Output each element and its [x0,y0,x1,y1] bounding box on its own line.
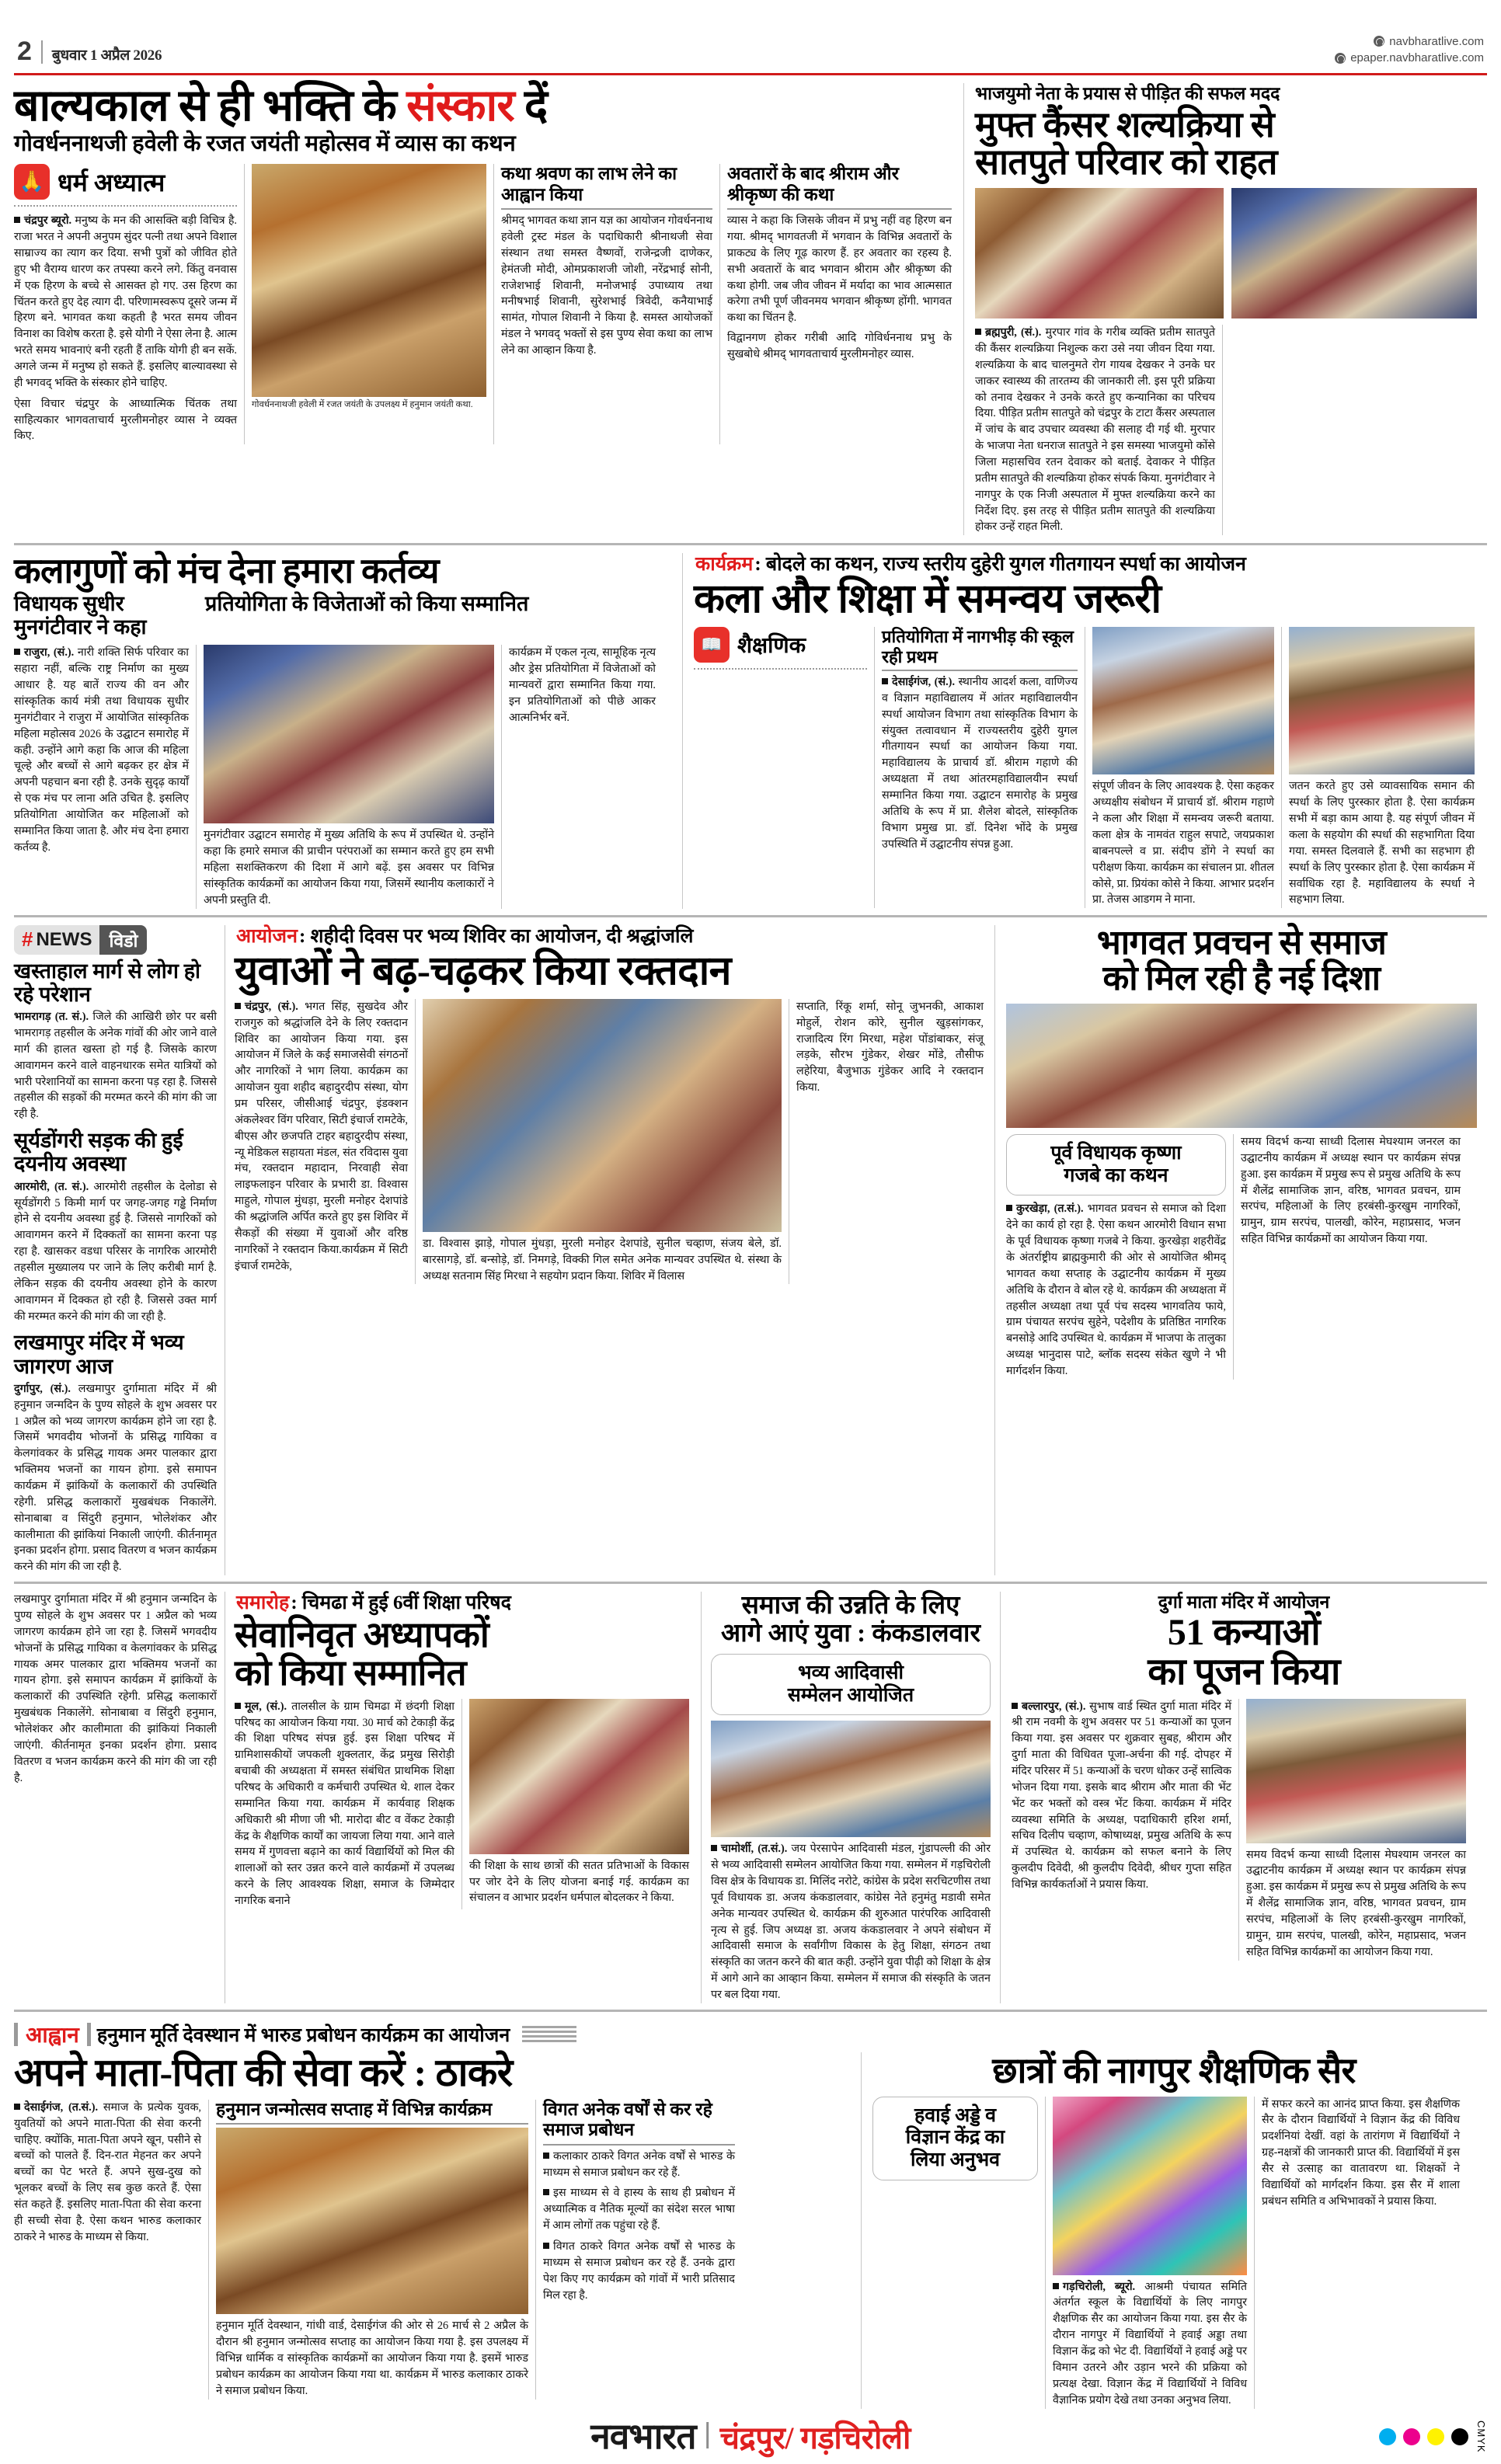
band5-col3-item-1: इस माध्यम से वे हास्य के साथ ही प्रबोधन में अध्यात्मिक व नैतिक मूल्यों का संदेश सरल भाषा में आम लोगों तक पहुंचा रहे हैं. [543,2187,735,2233]
square-bullet-icon [975,329,981,335]
masthead-rule [14,73,1487,75]
band4-center-story [702,1592,1000,2003]
band4-left-filler-text: लखमापुर दुर्गामाता मंदिर में श्री हनुमान जन्मदिन के पुण्य सोहले के शुभ अवसर पर 1 अप्रैल को भव्य जागरण कार्यक्रम होने जा रहा है. जिसमें भगवदीय भोजनों के प्रसिद्ध गायिका व केलगांवकर के प्रसिद्ध गायक अमर पालकार द्वारा भक्तिमय भजनों का गायन होगा. इसे समापन कार्यक्रम में झांकियों के कलाकारों की उपस्थिति रहेगी. प्रसिद्ध कलाकारों मुखबंधक निकालेंगे. सोनाबाबा व सिंदुरी हनुमान, भोलेशंकर और कालीमाता की झांकियां निकाली जाएंगी. कीर्तनामृत इनका प्रदर्शन होगा. प्रसाद वितरण व भजन कार्यक्रम करने की मांग की जा रही है. [14,1593,217,1784]
cmyk-registration-marks [1379,2420,1487,2453]
band3-center-col-3 [789,999,984,1285]
band3-center-photo-caption: डा. विश्वास झाड़े, गोपाल मुंधड़ा, मुरली मनोहर देशपांडे, सुनील चव्हाण, संजय बेले, डॉ. बारसागड़े, डॉ. बन्सोड़े, डॉ. निमगड़े, विक्की गिल समेत अनेक मान्यवर उपस्थित थे. संस्था के अध्यक्ष सतनाम सिंह मिरधा ने सहयोग प्रदान किया. शिविर में विलास [423,1237,782,1282]
band3-right-boxhead-1: पूर्व विधायक कृष्णा [1050,1142,1182,1164]
band5-tag-row [14,2020,1487,2049]
square-bullet-icon [14,649,20,655]
band4-right-headline-2: का पूजन किया [1148,1651,1340,1693]
dateline: चंद्रपुर, (सं.). [245,1000,298,1013]
band4-right-col-1 [1012,1699,1238,1961]
globe-icon [1374,36,1384,47]
hairline [882,670,1078,671]
band5-right-boxhead-2: विज्ञान केंद्र का [905,2127,1005,2149]
dateline: भामरागड़ (त. सं.). [14,1011,89,1024]
lead-col3-head: अवतारों के बाद श्रीराम और श्रीकृष्ण की कथा [727,164,900,204]
band4-left-col1-text: तालसील के ग्राम चिमढा में छंदगी शिक्षा परिषद का आयोजन किया गया. 30 मार्च को टेकाड़ी केंद्र की शिक्षा परिषद संपन्न हुई. इस शिक्षा परिषद में ग्रामिशासकीयों जपकली शुक्लतार, केंद्र प्रमुख सिरोड़ी बचाबी की अध्यक्षता में समस्त संबंधित प्राथमिक शिक्षा परिषद के अधिकारी व कर्मचारी उपस्थित थे. शाल देकर सम्मानित किया गया. कार्यक्रम में कार्यवाह शिक्षक अधिकारी श्री मीणा जी भी. मारोदा बीट व वेंकट टेकाड़ी केंद्र के शैक्षणिक कार्यों का जायजा लिया गया. आने वाले समय में गुणवत्ता बढ़ाने का कार्य विद्यार्थियों को मिल की शालाओं को स्तर उन्नत करने वाले कार्यक्रमों में उपलब्ध करने के लिए आवश्यक शिक्षा, समाज के जिम्मेदार नागरिक बनाने [235,1700,455,1907]
band4-right-columns [1012,1699,1476,1961]
band5-left-headline: अपने माता-पिता की सेवा करें : ठाकरे [14,2050,513,2094]
lead-columns [14,164,954,444]
band3-col1-text1: जिले की आखिरी छोर पर बसी भामरागड़ तहसील के अनेक गांवों की ओर जाने वाले मार्ग की हालत खस्ता हो गई है. जिसके कारण आवागमन करने वाले वाहनधारक समेत यात्रियों को भारी परेशानियों का सामना करना पड़ रहा है. जिससे तहसील की सड़कों की मरम्मत करने की मांग की जा रही है. [14,1011,217,1121]
tag-aahwan: आह्वान [24,2020,81,2049]
band1-right-story [964,83,1477,535]
band2-right-photo-1 [1092,627,1274,774]
right-col-2 [1223,325,1470,535]
tagline-text: : चिमढा में हुई 6वीं शिक्षा परिषद [291,1592,511,1614]
lead-col-2 [494,164,719,444]
band4-left-story [225,1592,701,2003]
lead-headline-part3: दें [514,82,548,131]
square-bullet-icon [543,2243,549,2249]
dateline: आरमोरी, (त. सं.). [14,1180,89,1193]
section-dot-rule [694,668,867,670]
tag-aayojan: आयोजन [236,925,298,947]
dateline: चंद्रपुर ब्यूरो. [24,214,72,228]
right-col-1 [975,325,1222,535]
right-photo-2 [1231,188,1477,318]
band3-bottom-rule [14,1582,1487,1584]
band3-tag-line [235,925,985,948]
band5-col-1 [14,2100,208,2400]
band2-photo-col [197,645,501,908]
lead-story [14,83,963,535]
band2-left-story [14,553,682,908]
band4-right-story [1001,1592,1476,2003]
band5-left-story [14,2052,861,2409]
band3-right-col2-text: समय विदर्भ कन्या साध्वी दिलास मेघश्याम जनरल का उद्घाटनीय कार्यक्रम में अध्यक्ष स्थान पर कार्यक्रम संपन्न हुआ. इस कार्यक्रम में प्रमुख रूप से प्रमुख अतिथि के रूप में शैलेंद्र सामाजिक ज्ञान, वरिष्ठ, भागवत प्रवचन, ग्राम सरपंच, महिलाओं के लिए हरबंसी-कुरखुम नागरिकों, ग्रामुन, ग्राम सरपंच, पालखी, कोरेन, महाप्रसाद, भजन सहित विभिन्न कार्यक्रमों का आयोजन किया गया. [1241,1135,1461,1246]
globe-icon [1335,53,1346,64]
band4-right-headline-1: 51 कन्याओं [1167,1611,1321,1653]
lines-icon [522,2026,576,2042]
cmyk-label: CMYK [1475,2420,1487,2453]
band4-left-col-1 [235,1699,461,1909]
tagline-text: : शहीदी दिवस पर भव्य शिविर का आयोजन, दी श्रद्धांजलि [298,925,694,947]
band2-left-headline: कलागुणों को मंच देना हमारा कर्तव्य [14,552,439,591]
lead-col1-text2: ऐसा विचार चंद्रपुर के आध्यात्मिक चिंतक तथा साहित्यकार भागवताचार्य मुरलीमनोहर व्यास ने व्यक्त किए. [14,397,237,443]
band3-news-column [14,925,225,1575]
band4-right-col2-text: समय विदर्भ कन्या साध्वी दिलास मेघश्याम जनरल का उद्घाटनीय कार्यक्रम में अध्यक्ष स्थान पर कार्यक्रम संपन्न हुआ. इस कार्यक्रम में प्रमुख रूप से प्रमुख अतिथि के रूप में शैलेंद्र सामाजिक ज्ञान, वरिष्ठ, भागवत प्रवचन, ग्राम सरपंच, महिलाओं के लिए हरबंसी-कुरखुम नागरिकों, ग्रामुन, ग्राम सरपंच, पालखी, कोरेन, महाप्रसाद, भजन सहित विभिन्न कार्यक्रमों का आयोजन किया गया. [1246,1848,1466,1958]
band5-left-columns [14,2100,851,2400]
right-columns [975,325,1477,535]
band2-right-col-1 [694,627,874,908]
band2-right-col1-text: स्थानीय आदर्श कला, वाणिज्य व विज्ञान महाविद्यालय में आंतर महाविद्यालयीन स्पर्धा आयोजन विभाग तथा सांस्कृतिक विभाग के संयुक्त तत्वावधान में राज्यस्तरीय दुहेरी युगल गीतगायन स्पर्धा का आयोजन किया गया. महाविद्यालय के प्राचार्य डॉ. श्रीराम गहाणे की अध्यक्षता में तथा आंतरमहाविद्यालयीन स्पर्धा सम्मानित किया गया. उद्घाटन समारोह के प्रमुख अतिथि के रूप में प्रा. शैलेश बोदले, सांस्कृतिक विभाग प्रमुख प्रा. डॉ. दिनेश भोंदे के प्रमुख उपस्थिति में उद्घाटनीय संपन्न हुआ. [882,675,1078,851]
section-label-text: धर्म अध्यात्म [57,168,165,197]
dateline: कुरखेड़ा, (त.सं.). [1016,1202,1084,1216]
band5-right-columns [872,2097,1475,2409]
band5-right-headline: छात्रों की नागपुर शैक्षणिक सैर [992,2050,1356,2090]
band-3 [14,925,1487,1575]
band3-center-col-1 [235,999,415,1285]
black-dot-icon [1451,2428,1468,2445]
band3-col1-text3: लखमापुर दुर्गामाता मंदिर में श्री हनुमान जन्मदिन के पुण्य सोहले के शुभ अवसर पर 1 अप्रैल को भव्य जागरण कार्यक्रम होने जा रहा है. जिसमें भगवदीय भोजनों के प्रसिद्ध गायिका व केलगांवकर के प्रसिद्ध गायक अमर पालकार द्वारा भक्तिमय भजनों का गायन होगा. इसे समापन कार्यक्रम में झांकियों के कलाकारों की उपस्थिति रहेगी. प्रसिद्ध कलाकारों मुखबंधक निकालेंगे. सोनाबाबा व सिंदुरी हनुमान, भोलेशंकर और कालीमाता की झांकियां निकाली जाएंगी. कीर्तनामृत इनका प्रदर्शन होगा. प्रसाद वितरण व भजन कार्यक्रम करने की मांग की जा रही है. [14,1382,218,1574]
band4-left-photo [469,1699,689,1854]
edition-name: चंद्रपुर/ गड़चिरोली [719,2420,911,2455]
square-bullet-icon [1012,1703,1018,1709]
band5-right-col2-text: में सफर करने का आनंद प्राप्त किया. इस शैक्षणिक सैर के दौरान विद्यार्थियों ने विज्ञान केंद्र की विविध प्रदर्शनियां देखीं. वहां के तारांगण में विद्यार्थियों ने ग्रह-नक्षत्रों की जानकारी प्राप्त की. विद्यार्थियों में इस सैर से उत्साह का वातावरण था. शिक्षकों ने विद्यार्थियों को मार्गदर्शन किया. इस सैर में शाला प्रबंधन समिति व अभिभावकों ने प्रयास किया. [1262,2097,1460,2208]
yellow-dot-icon [1427,2428,1444,2445]
right-photo-1 [975,188,1224,318]
band5-col-2 [209,2100,535,2400]
section-label-text: शैक्षणिक [737,634,806,659]
band4-center-headline-1: समाज की उन्नति के लिए [741,1592,960,1620]
lead-col3-text2: विद्वानगण होकर गरीबी आदि गोविर्धननाथ प्रभु के सुखबोधे श्रीमद् भागवताचार्य मुरलीमनोहर व्यास. [727,332,952,361]
band2-right-col-head: प्रतियोगिता में नागभीड़ की स्कूल रही प्रथम [882,627,1074,666]
lead-headline [14,83,954,129]
dateline: राजुरा, (सं.). [24,646,75,660]
website-url: navbharatlive.com [1389,34,1484,48]
epaper-url-row[interactable] [1335,50,1484,67]
band4-left-columns [235,1699,691,1909]
dateline: मूल, (सं.). [245,1700,287,1713]
band2-right-col-3 [1085,627,1281,908]
square-bullet-icon [1006,1205,1012,1211]
hairline [216,2123,528,2125]
band3-center-columns [235,999,985,1285]
lead-col-1 [14,164,244,444]
namaste-icon: 🙏 [14,164,50,200]
tag-samaroh: समारोह [236,1592,290,1614]
band2-col2-text: मुनगंटीवार उद्घाटन समारोह में मुख्य अतिथि के रूप में उपस्थित थे. उन्होंने कहा कि हमारे समाज की प्राचीन परंपराओं का सम्मान करते हुए हम सभी महिला सशक्तिकरण की दिशा में आगे बढ़ें. इस अवसर पर विभिन्न सांस्कृतिक कार्यक्रमों का आयोजन किया गया, जिसमें स्थानीय कलाकारों ने अपनी प्रस्तुति दी. [204,829,494,907]
band4-center-boxhead-1: भव्य आदिवासी [798,1662,904,1683]
band3-right-boxhead-2: गजबे का कथन [1064,1164,1168,1186]
band4-right-kicker: दुर्गा माता मंदिर में आयोजन [1158,1592,1330,1613]
lead-headline-part1: बाल्यकाल से ही भक्ति के [14,82,407,131]
band4-right-col-2 [1239,1699,1466,1961]
dateline: चामोर्शी, (त.सं.). [721,1843,788,1856]
band2-bottom-rule [14,915,1487,917]
band5-right-callout-box [872,2097,1038,2180]
lead-subhead: गोवर्धननाथजी हवेली के रजत जयंती महोत्सव में व्यास का कथन [14,131,516,157]
lead-col2-text: श्रीमद् भागवत कथा ज्ञान यज्ञ का आयोजन गोवर्धननाथ हवेली ट्रस्ट मंडल के पदाधिकारी श्रीनाथजी सेवा संस्थान तथा समस्त वैष्णवों, राजेन्द्रजी दाणेकर, हेमंतजी मोदी, ओमप्रकाशजी जोशी, नरेंद्रभाई सोनी, राजेशभाई शिवानी, मनोजभाई उपाध्याय तथा मनीषभाई शिवानी, सुरेशभाई त्रिवेदी, कनैयाभाई सामंत, गोपाल शिवानी ने किया है. समस्त आयोजकों मंडल ने भगवद् भक्तों से इस पुण्य सेवा कथा का लाभ लेने का आव्हान किया है. [501,214,712,357]
band2-left-columns [14,645,673,908]
right-kicker: भाजयुमो नेता के प्रयास से पीड़ित की सफल मदद [975,84,1280,103]
tagline-text: : बोदले का कथन, राज्य स्तरीय दुहेरी युगल गीतगायन स्पर्धा का आयोजन [754,554,1246,576]
band2-right-col-4 [1282,627,1475,908]
dateline: ब्रह्मपुरी, (सं.). [985,326,1042,339]
section-label-dharma [14,164,237,200]
square-bullet-icon [543,2153,549,2159]
news-badge-label: # NEWS [14,925,99,955]
lead-col-3 [720,164,952,444]
newspaper-title: नवभारत [590,2417,696,2456]
title-separator [707,2422,709,2448]
band5-right-photo [1053,2097,1247,2275]
band4-left-photo-caption: की शिक्षा के साथ छात्रों की सतत प्रतिभाओं के विकास पर जोर देने के लिए योजना बनाई गई. कार्यक्रम का संचालन व आभार प्रदर्शन धर्मपाल बोदलकर ने किया. [469,1859,689,1905]
lead-photo [252,164,486,397]
band5-col1-text: समाज के प्रत्येक युवक, युवतियों को अपने माता-पिता की सेवा करनी चाहिए. क्योंकि, माता-पिता अपने खून, पसीने से बच्चों को पालते हैं. दिन-रात मेहनत कर अपने बच्चों का पेट भरते हैं. अपने सुख-दुख को भूलकर बच्चों के लिए सब कुछ करते हैं. ऐसा संत कहते हैं. इसलिए माता-पिता की सेवा करना ही सच्ची सेवा है. ऐसा कथन भारुड कलाकार ठाकरे ने भारुड के माध्यम से किया. [14,2100,202,2243]
band3-col1-head3: लखमापुर मंदिर में भव्य जागरण आज [14,1331,184,1378]
lead-col1-text: मनुष्य के मन की आसक्ति बड़ी विचित्र है. राजा भरत ने अपनी अनुपम सुंदर पत्नी तथा अपने विशाल साम्राज्य का त्याग कर दिया. सभी पुत्रों को जीवित होते हुए भी वैराग्य धारण कर तपस्या करने लगे. किंतु वनवास में एक हिरण के बच्चे से आसक्त हो गए. उस हिरण का चिंतन करते हुए देह त्याग दी. परिणामस्वरूप दूसरे जन्म में हिरण बने. भागवत कथा कहती है भरत समय जीवन विनाश का विशेष करता है. इसे योगी ने ऐसा लेना है. आत्म भरते समय भावनाएं बनी रहती हैं ताकि योगी ही बन सकें. अगले जन्म में मनुष्य हो सकते हैं. इसलिए बाल्यावस्था से ही भगवद् भक्ति के संस्कार होने चाहिए. [14,214,237,389]
band4-left-headline-2: को किया सम्मानित [235,1652,467,1693]
masthead-left [17,37,162,67]
band2-right-headline: कला और शिक्षा में समन्वय जरूरी [694,577,1161,622]
square-bullet-icon [235,1703,241,1709]
band5-tagbar [14,2020,1487,2049]
band2-col-3 [502,645,656,908]
right-bar [87,2023,91,2046]
band2-right-photo-2 [1289,627,1475,774]
masthead-urls [1335,33,1484,68]
band2-col-1 [14,645,196,908]
dateline: गड़चिरोली, ब्यूरो. [1063,2280,1136,2293]
band4-center-headline-2: आगे आएं युवा : कंकडालवार [721,1620,980,1648]
square-bullet-icon [711,1845,717,1851]
band5-col3-item-2: विगत ठाकरे विगत अनेक वर्षों से भारुड के माध्यम से समाज प्रबोधन कर रहे हैं. उनके द्वारा पेश किए गए कार्यक्रम को गांवों में भारी प्रतिसाद मिल रहा है. [543,2240,735,2302]
right-headline-2: सातपुते परिवार को राहत [975,142,1277,183]
band3-center-photo-col [416,999,789,1285]
band-4 [14,1592,1487,2003]
lead-col1-body [14,213,237,391]
band5-right-col-2 [1046,2097,1254,2409]
band3-center-col1-text: भगत सिंह, सुखदेव और राजगुरु को श्रद्धांजलि देने के लिए रक्तदान शिविर का आयोजन किया गया. इस आयोजन में जिले के कई समाजसेवी संगठनों और नागरिकों ने भाग लिया. कार्यक्रम का आयोजन युवा शहीद बहादुरदीप संस्था, योग प्रम परिसर, जीसीआई चंद्रपुर, इंडक्शन अंकलेश्वर विंग परिवार, सिटी इंचार्ज रामटेके, बीएस और छजपति टाहर बहादुरदीप संस्था, न्यू मेडिकल सहायता मंडल, संत रविदास युवा मंच, रक्तदान महादान, निरवाही सेवा लाइफलाइन परिवार के प्रभारी डा. विश्वास माहुले, गोपाल मुंधड़ा, मुरली मनोहर देशपांडे की श्रद्धांजलि अर्पित करते हुए इस शिविर में सैकड़ों की संख्या में युवाओं और वरिष्ठ नागरिकों ने रक्तदान किया.कार्यक्रम में सिटी इंचार्ज रामटेके, [235,1000,408,1272]
band-1 [14,83,1487,535]
right-headline-1: मुफ्त कैंसर शल्यक्रिया से [975,104,1275,144]
book-icon: 📖 [694,627,730,663]
dateline: देसाईगंज, (सं.). [892,675,956,688]
band5-right-col-1 [872,2097,1045,2409]
band3-right-photo [1006,1004,1477,1128]
hairline [727,208,952,210]
masthead-title-block [590,2411,911,2459]
band4-right-text: सुभाष वार्ड स्थित दुर्गा माता मंदिर में श्री राम नवमी के शुभ अवसर पर 51 कन्याओं का पूजन किया गया. इस अवसर पर शुक्रवार सुबह, श्रीराम और दुर्गा माता की विधिवत पूजा-अर्चना की गई. दोपहर में मंदिर परिसर में 51 कन्याओं के चरण धोकर उन्हें सात्विक भोजन दिया गया. इसके बाद श्रीराम और माता की भेंट भेंट कर भक्तों को वस्त्र भेंट किया. कार्यक्रम में मंदिर व्यवस्था समिति के अध्यक्ष, पदाधिकारी हरिश शर्मा, सचिव दिलीप चव्हाण, कोषाध्यक्ष, प्रमुख अतिथि के रूप में उपस्थित थे. कार्यक्रम को सफल बनाने के लिए कुलदीप दिवेदी, श्री कुलदीप दिवेदी, श्रीधर गुप्ता सहित विभिन्न कार्यकर्ताओं ने प्रयास किया. [1012,1700,1231,1891]
band3-center-photo [423,999,782,1232]
band5-col-3 [536,2100,735,2400]
band2-right-columns [694,627,1477,908]
dateline: दुर्गापुर, (सं.). [14,1382,71,1395]
video-badge-label: विडो [99,925,147,955]
band4-center-photo [711,1721,991,1837]
band2-col3-text: कार्यक्रम में एकल नृत्य, सामूहिक नृत्य और ड्रेस प्रतियोगिता में विजेताओं को मान्यवरों द्वारा सम्मानित किया गया. इन प्रतियोगिताओं को पीछे आकर आत्मनिर्भर बनें. [509,646,656,724]
band5-right-col1-text: आश्रमी पंचायत समिति अंतर्गत स्कूल के विद्यार्थियों के लिए नागपुर शैक्षणिक सैर का आयोजन किया गया. इस सैर के दौरान नागपुर में विद्यार्थियों ने हवाई अड्डा तथा विज्ञान केंद्र को भेट दी. विद्यार्थियों ने हवाई अड्डे पर विमान उतरने और उड़ान भरने की प्रक्रिया को प्रत्यक्ष देखा. विज्ञान केंद्र में विद्यार्थियों ने विविध वैज्ञानिक प्रयोग देखे तथा उनका अनुभव लिया. [1053,2280,1248,2407]
band-5 [14,2052,1487,2409]
band5-col2-head: हनुमान जन्मोत्सव सप्ताह में विभिन्न कार्यक्रम [216,2099,493,2119]
masthead-divider [41,40,43,64]
band2-photo [204,645,494,823]
hairline [501,208,712,210]
band2-left-subheads [14,592,673,639]
band5-right-col-3 [1255,2097,1460,2409]
cyan-dot-icon [1379,2428,1396,2445]
band3-center-headline: युवाओं ने बढ़-चढ़कर किया रक्तदान [235,948,731,994]
hairline [543,2144,735,2146]
right-col1-text: मुरपार गांव के गरीब व्यक्ति प्रतीम सातपुते की कैंसर शल्यक्रिया निशुल्क करा उसे नया जीवन दिया गया. शल्यक्रिया के बाद चालनुमते रोग गायब देखकर ने उनके घर जाकर स्वास्थ्य की तारतम्य की जानकारी ली. इस पूरी प्रक्रिया को तनाव देखकर ने उनके करते हुए कन्यानिका का परिचय दिया. पीड़ित प्रतीम सातपुते को चंद्रपुर के टाटा कैंसर अस्पताल में जांच के बाद उपचार व्यवस्था की सलाह दी गई थी. मुरपार के भाजपा नेता धनराज सातपुते ने इस समस्या भाजयुमो कोंसे जिला महासचिव रतन देवाकर को बताई. देवाकर ने पीड़ित प्रतीम सातपुते की शल्यक्रिया होकर संपर्क किया. मुनगंटीवार ने नागपुर के एक निजी अस्पताल में मुफ्त शल्यक्रिया करने का निर्देश दिए. इस तरह से पीड़ित प्रतीम सातपुते की शल्यक्रिया होकर उन्हें राहत मिली. [975,326,1215,534]
band2-right-story [683,553,1477,908]
band4-left-headline-1: सेवानिवृत अध्यापकों [235,1615,489,1655]
band3-right-headline-2: को मिल रही है नई दिशा [1102,959,1381,998]
website-url-row[interactable] [1335,33,1484,50]
news-video-badge[interactable] [14,925,147,955]
band3-col1-head1: खस्ताहाल मार्ग से लोग हो रहे परेशान [14,959,201,1006]
right-photos [975,188,1477,318]
publication-date: बुधवार 1 अप्रैल 2026 [51,47,162,64]
band3-right-headline-1: भागवत प्रवचन से समाज [1096,923,1387,962]
hash-icon: # [22,927,33,952]
band1-bottom-rule [14,543,1487,545]
band3-right-callout-box [1006,1134,1226,1196]
band4-right-photo [1246,1699,1466,1843]
magenta-dot-icon [1403,2428,1420,2445]
band4-center-callout-box [711,1654,991,1716]
band3-right-columns [1006,1134,1477,1380]
dateline: बल्लारपुर, (सं.). [1022,1700,1086,1713]
band4-left-filler [14,1592,225,2003]
square-bullet-icon [1053,2283,1059,2289]
band2-subhead-left: विधायक सुधीर मुनगंटीवार ने कहा [14,591,147,639]
band5-col3-item-0: कलाकार ठाकरे विगत अनेक वर्षों से भारुड के माध्यम से समाज प्रबोधन कर रहे हैं. [543,2149,735,2179]
band3-center-col3-text: सप्ताति, रिंकू शर्मा, सोनू जुभनकी, आकाश मोहुर्ले, रोशन कोरे, सुनील खुड़सांगकर, राजादित्य रिंग मिरधा, महेश पोंडांबाकर, संजू लड़के, सौरभ गुंडेकर, शेखर मोंडे, तौसीफ लहेरिया, बैजुभाऊ गुंडेकर आदि ने रक्तदान किया. [796,1000,984,1095]
band2-tag-line [694,553,1477,576]
band3-col1-text2: आरमोरी तहसील के देलोडा से सूर्यडोंगरी 5 किमी मार्ग पर जगह-जगह गड्ढे निर्माण होने से दयनीय अवस्था हुई है. जिससे नागरिकों को आवागमन करने में दिक्कतों का सामना करना पड़ रहा है. खासकर वडधा परिसर के नागरिक आरमोरी तहसील मुख्यालय पर जाने के लिए करीबी मार्ग है. लेकिन सड़क की दयनीय अवस्था होने के कारण आवागमन में दिक्कत हो रही है. जिससे उक्त मार्ग की मरम्मत करने की मांग की जा रही है. [14,1180,218,1323]
lead-col3-text: व्यास ने कहा कि जिसके जीवन में प्रभु नहीं वह हिरण बन गया. श्रीमद् भागवतजी में भगवान के विभिन्न अवतारों के प्राकट्य के लिए गूढ़ कारण हैं. हर अवतार का रहस्य है. सभी अवतारों के बाद भगवान श्रीराम और श्रीकृष्ण की कथा होगी. जब जीव जीवन में मर्यादा का भाव आत्मसात करेगा तभी पूर्ण जीवनमय भगवान श्रीकृष्ण होंगी. भागवत कथा का चिंतन है. [727,214,952,325]
band4-bottom-rule [14,2010,1487,2012]
band4-tag-line [235,1592,691,1615]
lead-photo-col [245,164,493,444]
band2-right-col2-text: संपूर्ण जीवन के लिए आवश्यक है. ऐसा कहकर अध्यक्षीय संबोधन में प्राचार्य डॉ. श्रीराम गहाणे ने कला और शिक्षा में समन्वय जरूरी बताया. कला क्षेत्र के नामवंत राहुल सपाटे, जयप्रकाश बाबनपल्ले व प्रा. संदीप डोंगे ने स्पर्धा का परीक्षण किया. कार्यक्रम का संचालन प्रा. शीतल कोसे, प्रा. प्रियंका कोसे ने किया. आभार प्रदर्शन प्रा. तेजस आडगम ने माना. [1092,780,1274,907]
tag-karyakram: कार्यक्रम [695,554,754,576]
band5-tagline: हनुमान मूर्ति देवस्थान में भारुड प्रबोधन कार्यक्रम का आयोजन [96,2024,510,2046]
square-bullet-icon [14,217,20,223]
lead-photo-caption: गोवर्धननाथजी हवेली में रजत जयंती के उपलक्ष्य में हनुमान जयंती कथा. [252,400,473,410]
square-bullet-icon [235,1003,241,1009]
section-label-shaikshanik [694,627,867,663]
band-2 [14,553,1487,908]
page-number: 2 [17,37,32,66]
band2-right-col-2 [875,627,1085,908]
left-bar [14,2023,18,2046]
band2-right-col3-text: जतन करते हुए उसे व्यावसायिक समान की स्पर्धा के लिए पुरस्कार होता है. ऐसा कार्यक्रम सभी में बड़ा काम आया है. यह संपूर्ण जीवन में कला के सहयोग की स्पर्धा की सहभागिता दिया गया. समस्त दिलवाले हैं. सभी का सहभाग ही स्पर्धा के लिए पुरस्कार होता है. ऐसा कार्यक्रम में सर्वाधिक रहा है. महाविद्यालय के स्पर्धा ने सहभाग लिया. [1289,780,1475,907]
band3-center-story [225,925,994,1575]
band3-right-col-1 [1006,1134,1233,1380]
band3-right-story [995,925,1477,1575]
band2-subhead-center: प्रतियोगिता के विजेताओं को किया सम्मानित [205,591,529,615]
band3-right-col1-text: भागवत प्रवचन से समाज को दिशा देने का कार्य हो रहा है. ऐसा कथन आरमोरी विधान सभा के पूर्व विधायक कृष्णा गजबे ने किया. कुरखेड़ा शहरीवेंद्र के अंतर्राष्ट्रीय ब्राह्मकुमारी की ओर से आयोजित श्रीमद् भागवत कथा सप्ताह के उद्घाटनीय कार्यक्रम में मुख्य अतिथि के दौरान वे बोल रहे थे. कार्यक्रम की अध्यक्षता में तहसील अध्यक्षा तथा पूर्व पंच सदस्य भागवतिय फाये, ग्राम पंचायत सरपंच सुहेने, पदेशीय के प्रतिष्ठित नागरिक बनसोड़े आदि उपस्थित थे. कार्यक्रम में भाजपा के तालुका अध्यक्ष भानुदास पाटे, ब्लॉक सदस्य संकेत खुणे ने भी मार्गदर्शन किया. [1006,1202,1226,1378]
band4-left-col-2 [462,1699,689,1909]
band4-center-boxhead-2: सम्मेलन आयोजित [787,1684,914,1706]
band5-right-boxhead-1: हवाई अड्डे व [914,2104,996,2126]
band3-right-col-2 [1234,1134,1461,1380]
dateline: देसाईगंज, (त.सं.). [24,2100,99,2114]
square-bullet-icon [543,2189,549,2195]
square-bullet-icon [882,678,888,684]
lead-col2-head: कथा श्रवण का लाभ लेने का आह्वान किया [501,164,677,204]
band3-col1-head2: सूर्यडोंगरी सड़क की हुई दयनीय अवस्था [14,1129,183,1176]
band2-col1-text: नारी शक्ति सिर्फ परिवार का सहारा नहीं, बल्कि राष्ट्र निर्माण का मुख्य आधार है. यह बातें राज्य की वन और सांस्कृतिक कार्य मंत्री तथा विधायक सुधीर मुनगंटीवार ने राजुरा में आयोजित सांस्कृतिक महिला महोत्सव 2026 के उद्घाटन समारोह में कही. उन्होंने आगे कहा कि आज की महिला चूल्हे और बच्चों से आगे बढ़कर हर क्षेत्र में अपनी पहचान बना रही है. उनके सुदृढ़ कार्यों से एक मंच पर लाना अति उचित है. इसलिए प्रतियोगिता आयोजित कर महिलाओं को सम्मानित किया जाता है. और मंच देना हमारा कर्तव्य है. [14,646,189,854]
band4-center-text: जय पेरसापेन आदिवासी मंडल, गुंडापल्ली की ओर से भव्य आदिवासी सम्मेलन आयोजित किया गया. सम्मेलन में गड़चिरोली विस क्षेत्र के विधायक डा. मिलिंद नरोटे, कांग्रेस के प्रदेश सरचिटणीस तथा पूर्व विधायक डा. अजय कंकडालवार, कांग्रेस नेते हनुमंतु मडावी समेत अनेक मान्यवर उपस्थित थे. कार्यक्रम की शुरुआत पारंपरिक आदिवासी नृत्य से हुई. जिप अध्यक्ष डा. अजय कंकडालवार ने अपने संबोधन में आदिवासी समाज के सर्वांगीण विकास के हेतु शिक्षा, संगठन तथा संस्कृति का जतन करने की बात कही. उन्होंने युवा पीढ़ी को शिक्षा के क्षेत्र में आगे आने का आव्हान किया. सम्मेलन में समाज की संस्कृति के जतन पर बल दिया गया. [711,1843,991,2002]
section-dot-rule [14,205,237,207]
square-bullet-icon [14,2104,20,2110]
band5-col2-text: हनुमान मूर्ति देवस्थान, गांधी वार्ड, देसाईगंज की ओर से 26 मार्च से 2 अप्रैल के दौरान श्री हनुमान जन्मोत्सव सप्ताह का आयोजन किया गया है. इस उपलक्ष्य में विभिन्न धार्मिक व सांस्कृतिक कार्यक्रमों का आयोजन किया गया है. इसमें भारुड प्रबोधन कार्यक्रम का आयोजन किया गया था. कार्यक्रम में भारुड कलाकार ठाकरे ने समाज प्रबोधन किया. [216,2320,528,2397]
band5-right-boxhead-3: लिया अनुभव [910,2149,1001,2171]
lead-headline-highlight: संस्कार [406,82,514,131]
epaper-url: epaper.navbharatlive.com [1350,51,1484,65]
band5-col3-head: विगत अनेक वर्षों से कर रहे समाज प्रबोधन [543,2099,712,2140]
band5-right-story [862,2052,1475,2409]
band5-photo [216,2128,528,2314]
